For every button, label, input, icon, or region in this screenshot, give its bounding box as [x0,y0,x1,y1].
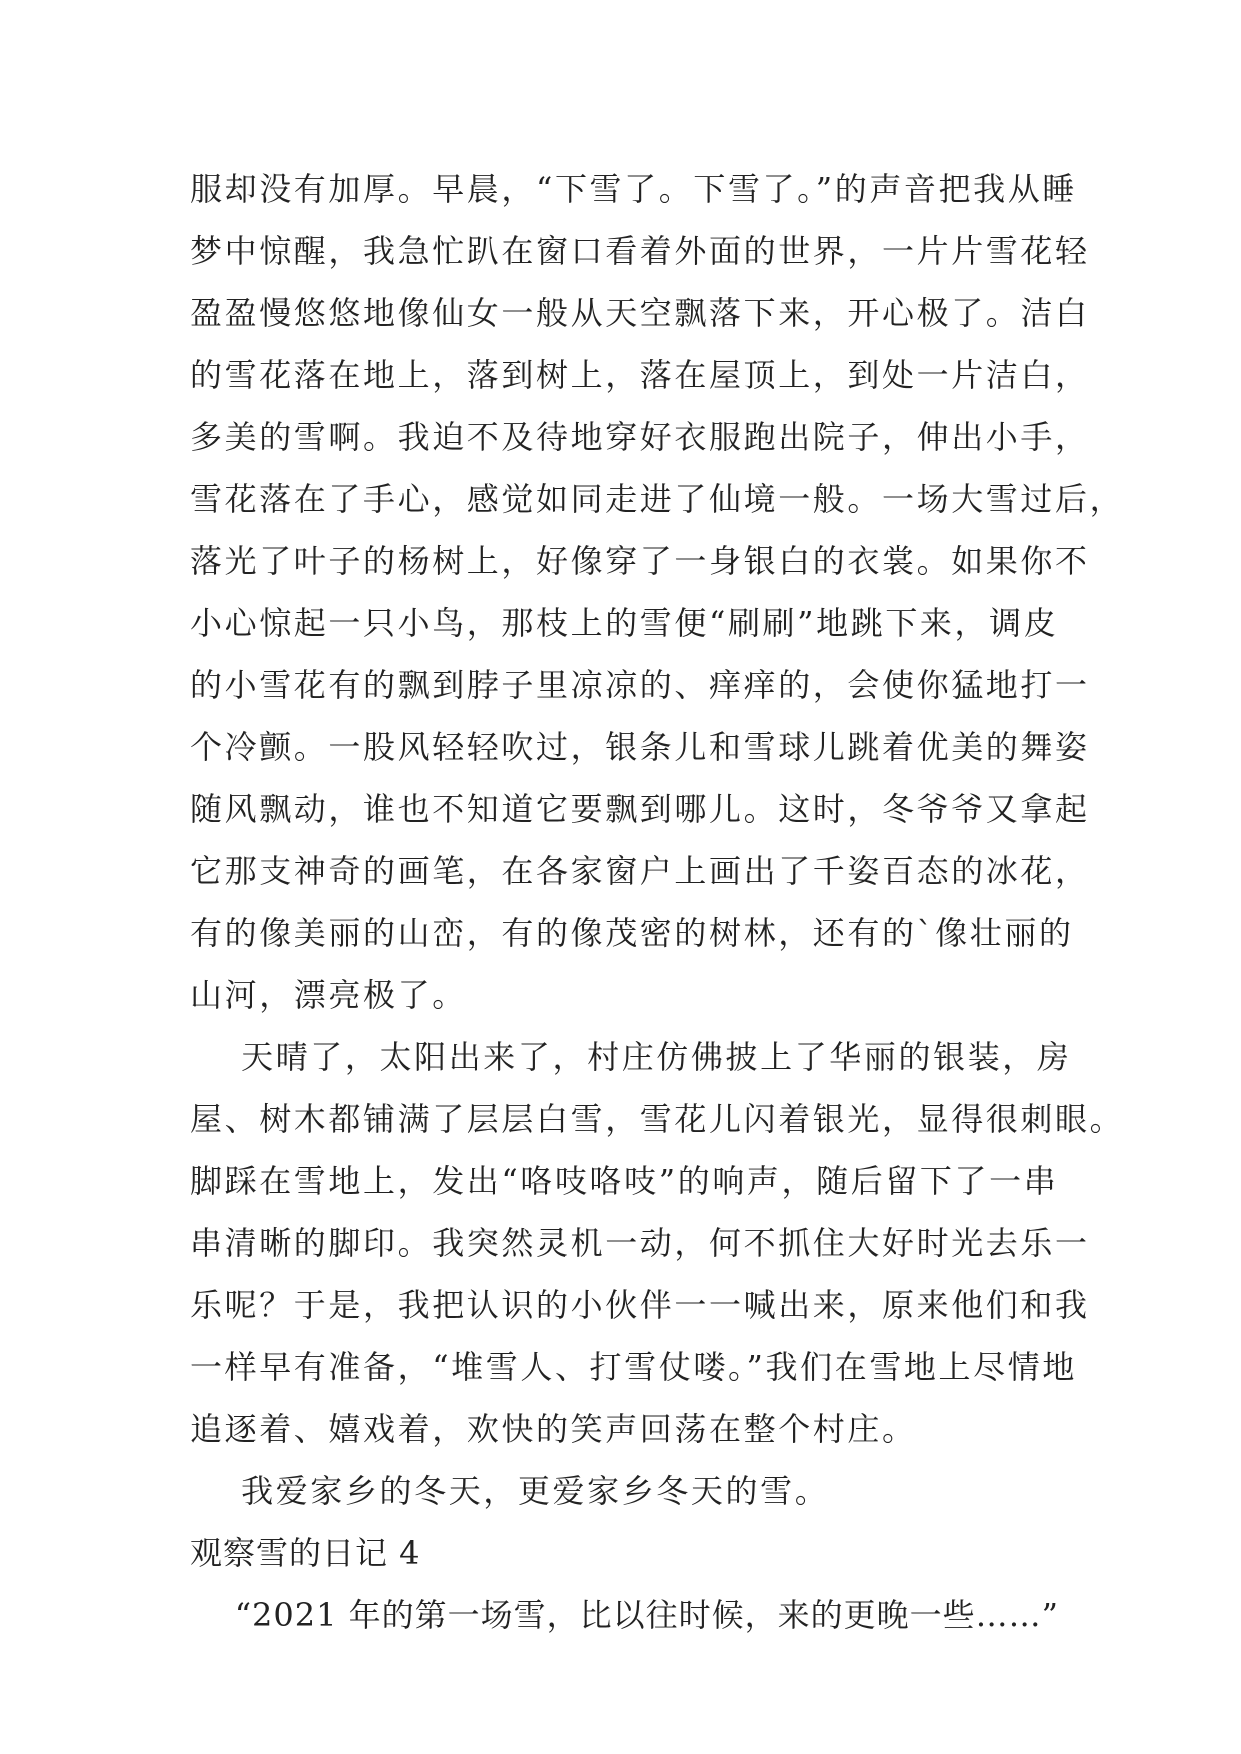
text-line: 个冷颤。一股风轻轻吹过，银条儿和雪球儿跳着优美的舞姿 [190,728,1090,766]
text-line: 它那支神奇的画笔，在各家窗户上画出了千姿百态的冰花， [190,852,1090,890]
text-line: 梦中惊醒，我急忙趴在窗口看着外面的世界，一片片雪花轻 [190,232,1090,270]
text-line: 随风飘动，谁也不知道它要飘到哪儿。这时，冬爷爷又拿起 [190,790,1090,828]
text-line: 小心惊起一只小鸟，那枝上的雪便“刷刷”地跳下来，调皮 [190,604,1059,642]
text-line: 的小雪花有的飘到脖子里凉凉的、痒痒的，会使你猛地打一 [190,666,1090,704]
text-line: 脚踩在雪地上，发出“咯吱咯吱”的响声，随后留下了一串 [190,1162,1059,1200]
opening-quote-line: “2021 年的第一场雪，比以往时候，来的更晚一些……” [190,1596,1060,1634]
text-line: 多美的雪啊。我迫不及待地穿好衣服跑出院子，伸出小手， [190,418,1090,456]
text-line: 一样早有准备，“堆雪人、打雪仗喽。”我们在雪地上尽情地 [190,1348,1077,1386]
text-line: 串清晰的脚印。我突然灵机一动，何不抓住大好时光去乐一 [190,1224,1090,1262]
text-line: 追逐着、嬉戏着，欢快的笑声回荡在整个村庄。 [190,1410,917,1448]
text-line: 落光了叶子的杨树上，好像穿了一身银白的衣裳。如果你不 [190,542,1090,580]
paragraph-start-line: 我爱家乡的冬天，更爱家乡冬天的雪。 [190,1472,830,1510]
section-heading: 观察雪的日记 4 [190,1534,421,1572]
document-body [190,158,1125,1646]
text-line: 雪花落在了手心，感觉如同走进了仙境一般。一场大雪过后， [190,480,1125,518]
text-line: 屋、树木都铺满了层层白雪，雪花儿闪着银光，显得很刺眼。 [190,1100,1125,1138]
text-line: 服却没有加厚。早晨，“下雪了。下雪了。”的声音把我从睡 [190,170,1077,208]
text-line: 的雪花落在地上，落到树上，落在屋顶上，到处一片洁白， [190,356,1090,394]
text-line: 盈盈慢悠悠地像仙女一般从天空飘落下来，开心极了。洁白 [190,294,1090,332]
text-line: 山河，漂亮极了。 [190,976,467,1014]
text-line: 有的像美丽的山峦，有的像茂密的树林，还有的`像壮丽的 [190,914,1074,952]
paragraph-start-line: 天晴了，太阳出来了，村庄仿佛披上了华丽的银装，房 [190,1038,1072,1076]
text-line: 乐呢？于是，我把认识的小伙伴一一喊出来，原来他们和我 [190,1286,1090,1324]
